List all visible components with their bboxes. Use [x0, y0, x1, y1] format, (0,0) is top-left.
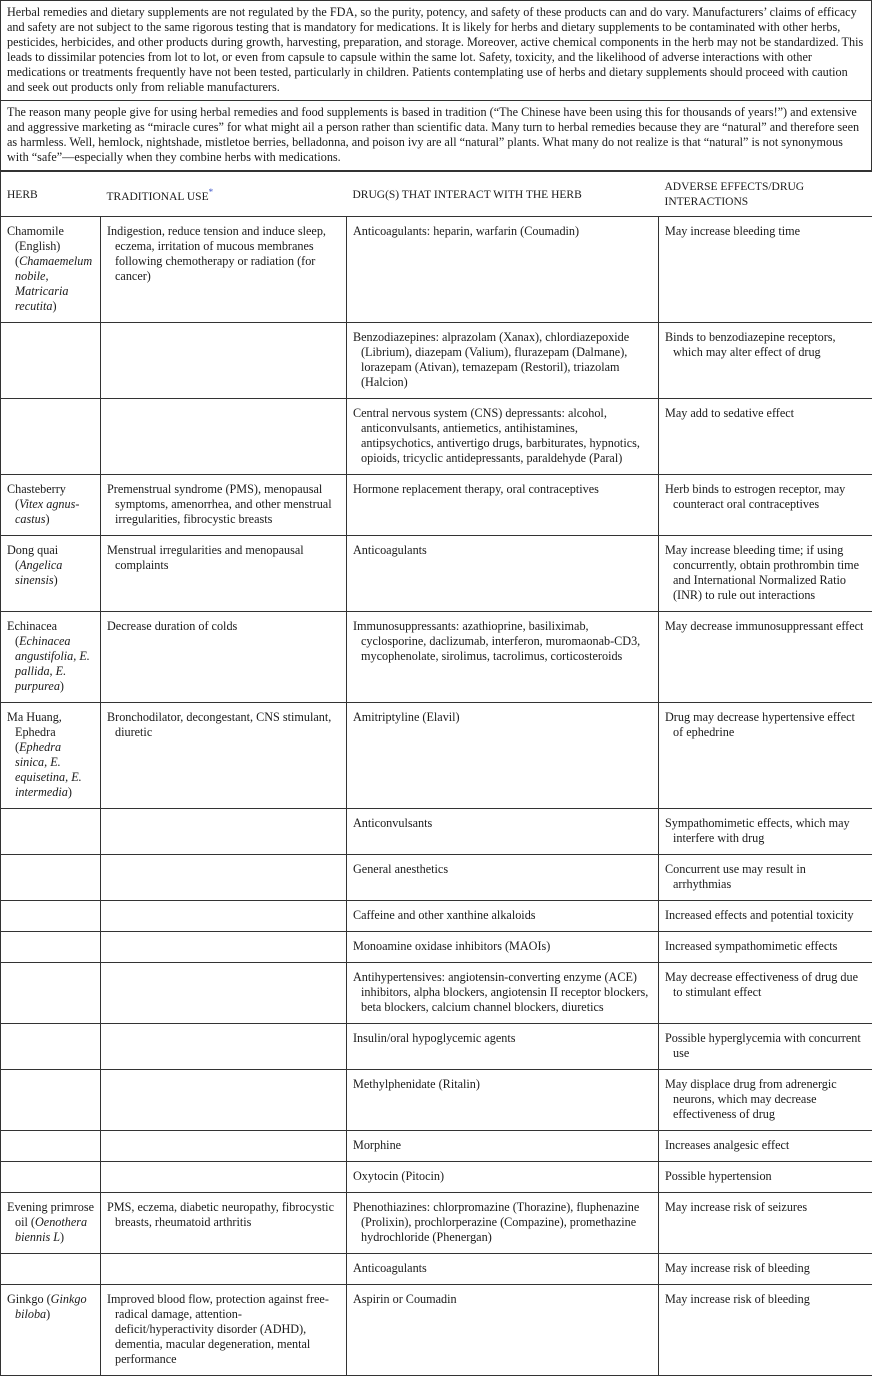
herb-name: Echinacea: [7, 619, 57, 633]
herb-cell: Evening primrose oil (Oenothera biennis L): [1, 1193, 101, 1254]
interacting-drugs-cell: Immunosuppressants: azathioprine, basiliximab, cyclosporine, daclizumab, interferon, muromaonab-CD3, mycophenolate, sirolimus, tacrolimus, corticosteroids: [347, 612, 659, 703]
header-use-label: TRADITIONAL USE: [107, 191, 209, 203]
adverse-effects-cell: Drug may decrease hypertensive effect of ephedrine: [659, 703, 872, 809]
traditional-use-cell: Improved blood flow, protection against free-radical damage, attention-deficit/hyperactivity disorder (ADHD), dementia, macular degeneration, mental performance: [101, 1285, 347, 1376]
traditional-use-cell: [101, 901, 347, 932]
herb-name: Ginkgo: [7, 1292, 44, 1306]
adverse-effects-cell: May increase risk of bleeding: [659, 1254, 872, 1285]
traditional-use-cell: [101, 1254, 347, 1285]
traditional-use-cell: [101, 1162, 347, 1193]
adverse-effects-cell: Binds to benzodiazepine receptors, which may alter effect of drug: [659, 323, 872, 399]
herb-cell: [1, 399, 101, 475]
adverse-effects-cell: Increased sympathomimetic effects: [659, 932, 872, 963]
table-row: [1, 963, 872, 1024]
traditional-use-cell: PMS, eczema, diabetic neuropathy, fibrocystic breasts, rheumatoid arthritis: [101, 1193, 347, 1254]
adverse-effects-cell: May displace drug from adrenergic neurons, which may decrease effectiveness of drug: [659, 1070, 872, 1131]
herb-cell: [1, 1254, 101, 1285]
herb-latin-name: Ephedra sinica, E. equisetina, E. intermedia: [15, 740, 82, 799]
interacting-drugs-cell: General anesthetics: [347, 855, 659, 901]
table-row: [1, 1024, 872, 1070]
herb-name: Evening primrose oil: [7, 1200, 94, 1229]
interacting-drugs-cell: Insulin/oral hypoglycemic agents: [347, 1024, 659, 1070]
herb-cell: [1, 932, 101, 963]
herb-latin-name: Chamaemelum nobile, Matricaria recutita: [15, 254, 92, 313]
interacting-drugs-cell: Anticonvulsants: [347, 809, 659, 855]
adverse-effects-cell: Possible hyperglycemia with concurrent use: [659, 1024, 872, 1070]
table-row: [1, 1254, 872, 1285]
herb-cell: Dong quai (Angelica sinensis): [1, 536, 101, 612]
interacting-drugs-cell: Hormone replacement therapy, oral contraceptives: [347, 475, 659, 536]
herb-cell: Ginkgo (Ginkgo biloba): [1, 1285, 101, 1376]
herb-cell: [1, 809, 101, 855]
interacting-drugs-cell: Monoamine oxidase inhibitors (MAOIs): [347, 932, 659, 963]
herb-cell: [1, 1131, 101, 1162]
traditional-use-cell: [101, 855, 347, 901]
adverse-effects-cell: May add to sedative effect: [659, 399, 872, 475]
herb-interaction-table: [0, 171, 872, 1376]
table-row: [1, 1285, 872, 1376]
footnote-marker[interactable]: *: [209, 187, 214, 197]
intro-tradition-note: The reason many people give for using herbal remedies and food supplements is based in tradition (“The Chinese have been using this for thousands of years!”) and extensive and aggressive marketing as “miracle cures” for what might ail a person rather than scientific data. Many turn to herbal remedies because they are “natural” and therefore seen as harmless. Well, hemlock, nightshade, mistletoe berries, belladonna, and poison ivy are all “natural” plants. What many do not realize is that “natural” is not synonymous with “safe”—especially when they combine herbs with medications.: [0, 101, 872, 171]
herb-cell: Ma Huang, Ephedra (Ephedra sinica, E. equisetina, E. intermedia): [1, 703, 101, 809]
adverse-effects-cell: Increases analgesic effect: [659, 1131, 872, 1162]
traditional-use-cell: Menstrual irregularities and menopausal complaints: [101, 536, 347, 612]
interacting-drugs-cell: Benzodiazepines: alprazolam (Xanax), chlordiazepoxide (Librium), diazepam (Valium), flurazepam (Dalmane), lorazepam (Ativan), temazepam (Restoril), triazolam (Halcion): [347, 323, 659, 399]
table-row: [1, 323, 872, 399]
interacting-drugs-cell: Anticoagulants: heparin, warfarin (Coumadin): [347, 217, 659, 323]
interacting-drugs-cell: Antihypertensives: angiotensin-converting enzyme (ACE) inhibitors, alpha blockers, angiotensin II receptor blockers, beta blockers, calcium channel blockers, diuretics: [347, 963, 659, 1024]
table-row: [1, 703, 872, 809]
table-row: [1, 536, 872, 612]
herb-latin-name: Oenothera biennis L: [15, 1215, 87, 1244]
adverse-effects-cell: May decrease immunosuppressant effect: [659, 612, 872, 703]
herb-cell: Chasteberry (Vitex agnus-castus): [1, 475, 101, 536]
herb-cell: [1, 1024, 101, 1070]
table-row: [1, 1131, 872, 1162]
traditional-use-cell: [101, 1070, 347, 1131]
table-row: [1, 1193, 872, 1254]
traditional-use-cell: [101, 963, 347, 1024]
table-row: [1, 1070, 872, 1131]
traditional-use-cell: Bronchodilator, decongestant, CNS stimulant, diuretic: [101, 703, 347, 809]
traditional-use-cell: [101, 1024, 347, 1070]
adverse-effects-cell: Herb binds to estrogen receptor, may counteract oral contraceptives: [659, 475, 872, 536]
herb-name: Ma Huang, Ephedra: [7, 710, 62, 739]
traditional-use-cell: [101, 1131, 347, 1162]
herb-name: Chamomile (English): [7, 224, 64, 253]
herb-cell: [1, 1162, 101, 1193]
herb-cell: Echinacea (Echinacea angustifolia, E. pallida, E. purpurea): [1, 612, 101, 703]
interacting-drugs-cell: Central nervous system (CNS) depressants: alcohol, anticonvulsants, antiemetics, antihistamines, antipsychotics, antivertigo drugs, barbiturates, hypnotics, opioids, tricyclic antidepressants, paraldehyde (Paral): [347, 399, 659, 475]
table-row: [1, 901, 872, 932]
traditional-use-cell: [101, 932, 347, 963]
table-header-row: [1, 172, 872, 217]
interacting-drugs-cell: Caffeine and other xanthine alkaloids: [347, 901, 659, 932]
interacting-drugs-cell: Methylphenidate (Ritalin): [347, 1070, 659, 1131]
herb-cell: [1, 1070, 101, 1131]
traditional-use-cell: [101, 809, 347, 855]
adverse-effects-cell: Sympathomimetic effects, which may interfere with drug: [659, 809, 872, 855]
herb-latin-name: Angelica sinensis: [15, 558, 62, 587]
herb-cell: [1, 323, 101, 399]
herb-latin-name: Ginkgo biloba: [15, 1292, 87, 1321]
header-traditional-use: [101, 172, 347, 217]
traditional-use-cell: [101, 323, 347, 399]
adverse-effects-cell: May increase risk of bleeding: [659, 1285, 872, 1376]
adverse-effects-cell: Increased effects and potential toxicity: [659, 901, 872, 932]
adverse-effects-cell: May decrease effectiveness of drug due to stimulant effect: [659, 963, 872, 1024]
adverse-effects-cell: Concurrent use may result in arrhythmias: [659, 855, 872, 901]
table-row: [1, 855, 872, 901]
herb-name: Chasteberry: [7, 482, 66, 496]
interacting-drugs-cell: Anticoagulants: [347, 1254, 659, 1285]
adverse-effects-cell: May increase risk of seizures: [659, 1193, 872, 1254]
herb-latin-name: Echinacea angustifolia, E. pallida, E. purpurea: [15, 634, 90, 693]
herb-cell: [1, 901, 101, 932]
adverse-effects-cell: May increase bleeding time: [659, 217, 872, 323]
table-row: [1, 932, 872, 963]
adverse-effects-cell: Possible hypertension: [659, 1162, 872, 1193]
herb-cell: Chamomile (English) (Chamaemelum nobile, Matricaria recutita): [1, 217, 101, 323]
interacting-drugs-cell: Amitriptyline (Elavil): [347, 703, 659, 809]
table-row: [1, 475, 872, 536]
interacting-drugs-cell: Oxytocin (Pitocin): [347, 1162, 659, 1193]
table-row: [1, 217, 872, 323]
header-drugs: DRUG(S) THAT INTERACT WITH THE HERB: [347, 172, 659, 217]
interacting-drugs-cell: Phenothiazines: chlorpromazine (Thorazine), fluphenazine (Prolixin), prochlorperazine (Compazine), promethazine hydrochloride (Phenergan): [347, 1193, 659, 1254]
header-adverse-effects: ADVERSE EFFECTS/DRUG INTERACTIONS: [659, 172, 872, 217]
interacting-drugs-cell: Aspirin or Coumadin: [347, 1285, 659, 1376]
intro-fda-note: Herbal remedies and dietary supplements are not regulated by the FDA, so the purity, potency, and safety of these products can and do vary. Manufacturers’ claims of efficacy and safety are not subject to the same rigorous testing that is mandatory for medications. It is likely for herbs and dietary supplements to be contaminated with other herbs, pesticides, herbicides, and other products during growth, harvesting, preparation, and storage. Moreover, active chemical components in the herb may not be standardized. This leads to dissimilar potencies from lot to lot, or even from capsule to capsule within the same lot. Safety, toxicity, and the likelihood of adverse interactions with other medications or treatments frequently have not been tested, particularly in children. Patients contemplating use of herbs and dietary supplements should proceed with caution and seek out products only from reliable manufacturers.: [0, 0, 872, 101]
traditional-use-cell: [101, 399, 347, 475]
table-row: [1, 612, 872, 703]
adverse-effects-cell: May increase bleeding time; if using concurrently, obtain prothrombin time and International Normalized Ratio (INR) to rule out interactions: [659, 536, 872, 612]
table-row: [1, 809, 872, 855]
herb-latin-name: Vitex agnus-castus: [15, 497, 79, 526]
table-row: [1, 399, 872, 475]
traditional-use-cell: Premenstrual syndrome (PMS), menopausal symptoms, amenorrhea, and other menstrual irregularities, fibrocystic breasts: [101, 475, 347, 536]
interacting-drugs-cell: Anticoagulants: [347, 536, 659, 612]
traditional-use-cell: Indigestion, reduce tension and induce sleep, eczema, irritation of mucous membranes following chemotherapy or radiation (for cancer): [101, 217, 347, 323]
interacting-drugs-cell: Morphine: [347, 1131, 659, 1162]
header-herb: HERB: [1, 172, 101, 217]
herb-name: Dong quai: [7, 543, 58, 557]
herb-cell: [1, 963, 101, 1024]
herb-cell: [1, 855, 101, 901]
traditional-use-cell: Decrease duration of colds: [101, 612, 347, 703]
table-row: [1, 1162, 872, 1193]
